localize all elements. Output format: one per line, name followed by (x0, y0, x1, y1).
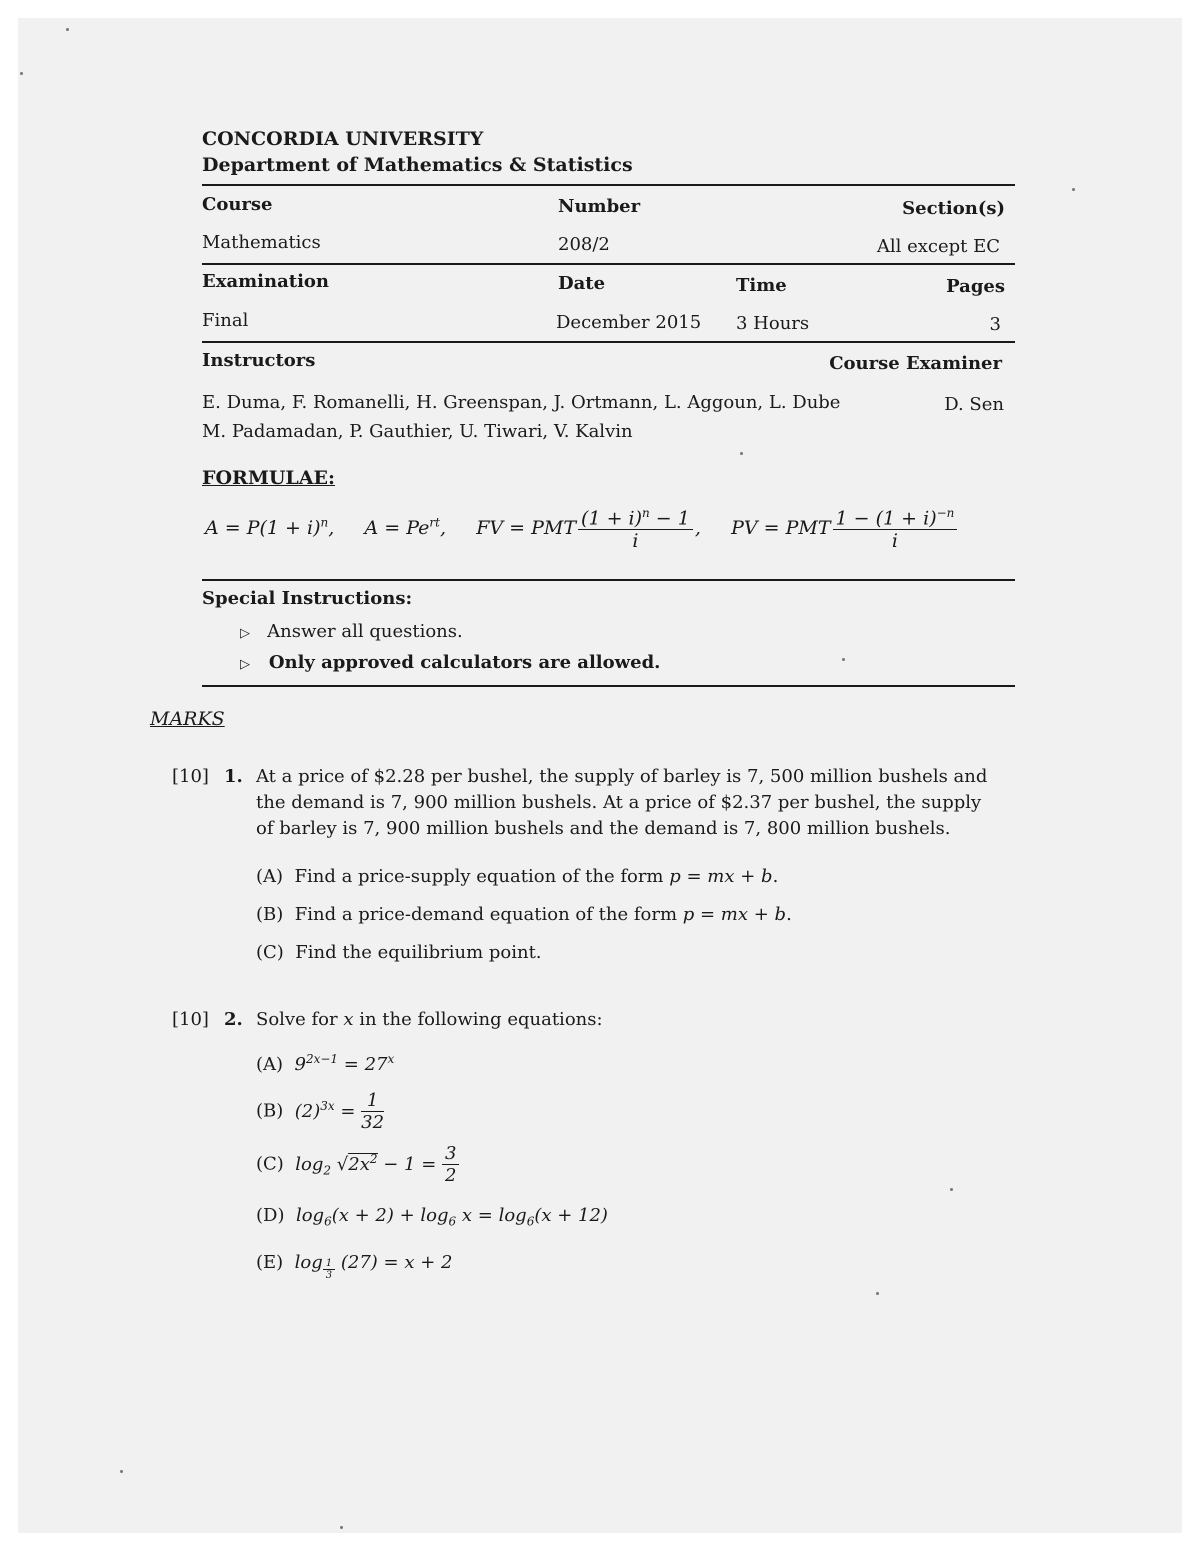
question-2-part-d: (D) $\log_6(x + 2) + \log_6 x = \log_6(x + 12)$ (256, 1205, 608, 1229)
formula-present-value: PV = PMT $\frac{1 - (1 + i)^{-n}}{i}$ (731, 517, 959, 539)
course-label: Course (202, 194, 273, 215)
instructors-line-2: M. Padamadan, P. Gauthier, U. Tiwari, V. Kalvin (202, 421, 633, 442)
course-examiner-value: D. Sen (944, 394, 1004, 415)
divider (202, 263, 1015, 265)
pages-value: 3 (989, 314, 1001, 335)
question-2-text: Solve for x in the following equations: (256, 1009, 603, 1030)
course-value: Mathematics (202, 232, 321, 253)
question-1-number: 1. (224, 766, 243, 787)
formulae-line (205, 506, 1015, 560)
question-2-number: 2. (224, 1009, 243, 1030)
triangle-bullet-icon: ▷ (240, 657, 250, 672)
instructors-line-1: E. Duma, F. Romanelli, H. Greenspan, J. Ortmann, L. Aggoun, L. Dube (202, 392, 841, 413)
scan-speck (1072, 188, 1075, 191)
date-value: December 2015 (556, 312, 702, 333)
sections-value: All except EC (876, 236, 1000, 257)
equation: $9^{2x-1} = 27^x$ (294, 1052, 395, 1075)
time-label: Time (736, 275, 787, 296)
triangle-bullet-icon: ▷ (240, 626, 250, 641)
equation: $\log_2 √2x^2 - 1$ = $\frac{3}{2}$ (295, 1154, 459, 1175)
formulae-heading: FORMULAE: (202, 467, 336, 489)
formula-continuous: $A = Pe^{rt}$, (364, 515, 446, 540)
divider (202, 184, 1015, 186)
instruction-item: ▷ Answer all questions. (240, 621, 463, 642)
divider (202, 341, 1015, 343)
examination-label: Examination (202, 271, 329, 292)
university-name: CONCORDIA UNIVERSITY (202, 128, 484, 150)
number-label: Number (558, 196, 641, 217)
date-label: Date (558, 273, 606, 294)
scan-speck (340, 1526, 343, 1529)
question-1-part-c: (C) Find the equilibrium point. (256, 942, 542, 963)
scan-speck (842, 658, 845, 661)
marks-label: MARKS (150, 708, 225, 730)
equation: $(2)^{3x}$ = $\frac{1}{32}$ (294, 1090, 385, 1133)
question-1-part-b: (B) Find a price-demand equation of the form p = mx + b. (256, 904, 792, 925)
equation: p = mx + b (669, 866, 773, 887)
number-value: 208/2 (558, 234, 610, 255)
equation: log $_{\frac{1}{3}}$ (27) = x + 2 (294, 1252, 453, 1281)
sections-label: Section(s) (902, 198, 1005, 219)
equation: $\log_6(x + 2) + \log_6 x = \log_6(x + 12)$ (295, 1205, 608, 1229)
examination-value: Final (202, 310, 249, 331)
question-1-part-a: (A) Find a price-supply equation of the form p = mx + b. (256, 866, 779, 887)
instructors-label: Instructors (202, 350, 316, 371)
scan-speck (876, 1292, 879, 1295)
course-examiner-label: Course Examiner (829, 353, 1002, 374)
pages-label: Pages (946, 276, 1005, 297)
equation: p = mx + b (682, 904, 787, 925)
scan-speck (66, 28, 69, 31)
question-2-part-a: (A) $9^{2x-1} = 27^x$ (256, 1052, 395, 1075)
question-2-part-c: (C) $\log_2 √2x^2 - 1$ = $\frac{3}{2}$ (256, 1143, 459, 1186)
scan-speck (740, 452, 743, 455)
scan-speck (950, 1188, 953, 1191)
formula-compound: $A = P(1 + i)^n$, (205, 515, 335, 540)
question-2-marks: [10] (172, 1009, 209, 1030)
time-value: 3 Hours (736, 313, 810, 334)
instruction-item: ▷ Only approved calculators are allowed. (240, 652, 661, 673)
question-2-part-e: (E) log $_{\frac{1}{3}}$ (27) = x + 2 (256, 1252, 453, 1281)
question-2-part-b: (B) $(2)^{3x}$ = $\frac{1}{32}$ (256, 1090, 385, 1133)
formula-future-value: FV = PMT $\frac{(1 + i)^n - 1}{i}$ , (476, 506, 701, 553)
divider (202, 685, 1015, 687)
special-instructions-heading: Special Instructions: (202, 588, 413, 609)
question-1-marks: [10] (172, 766, 209, 787)
scan-speck (120, 1470, 123, 1473)
scan-speck (20, 72, 23, 75)
question-1-text: At a price of $2.28 per bushel, the supply of barley is 7, 500 million bushels and the demand is 7, 900 million bushels. At a price of $2.37 per bushel, the supply of barley is 7, 900 million bushels and the demand is 7, 800 million bushels. (256, 766, 988, 839)
department-name: Department of Mathematics & Statistics (202, 154, 633, 176)
divider (202, 579, 1015, 581)
